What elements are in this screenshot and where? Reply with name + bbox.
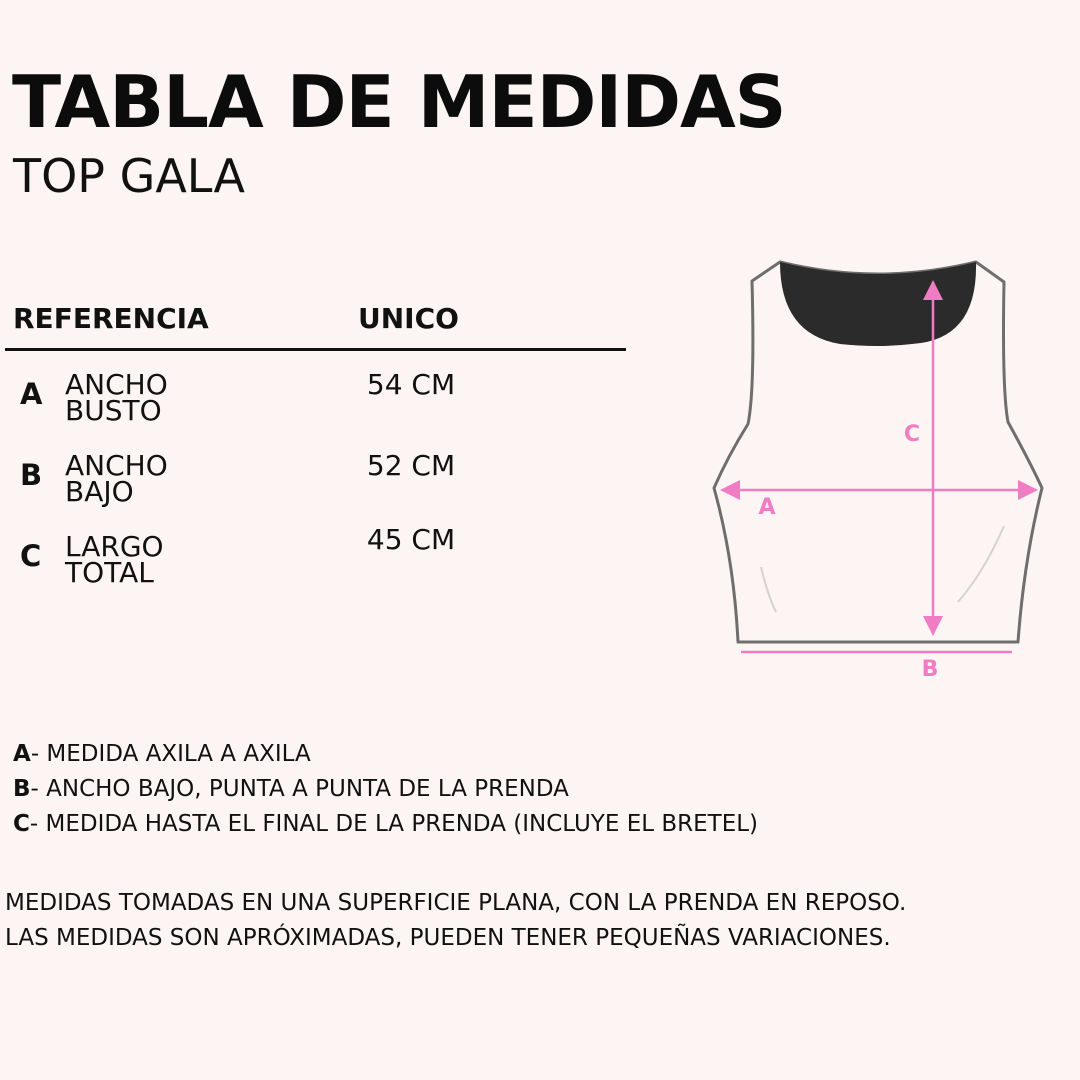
disclaimer-line: LAS MEDIDAS SON APRÓXIMADAS, PUEDEN TENER PEQUEÑAS VARIACIONES. <box>5 925 891 951</box>
product-name: TOP GALA <box>13 149 245 203</box>
disclaimer-line: MEDIDAS TOMADAS EN UNA SUPERFICIE PLANA, CON LA PRENDA EN REPOSO. <box>5 890 907 916</box>
note-letter: B <box>13 776 31 802</box>
note-text: - MEDIDA AXILA A AXILA <box>30 741 311 767</box>
page-title: TABLA DE MEDIDAS <box>12 60 786 144</box>
measure-label-c: C <box>903 422 921 447</box>
measure-label-a: A <box>758 495 776 520</box>
note-letter: A <box>13 741 31 767</box>
row-label: ANCHO BAJO <box>65 449 168 508</box>
table-header-divider <box>5 348 626 351</box>
row-label: ANCHO BUSTO <box>65 368 168 427</box>
column-header-unico: UNICO <box>358 302 459 335</box>
row-value: 52 CM <box>366 449 456 482</box>
note-c <box>13 809 758 839</box>
column-header-referencia: REFERENCIA <box>13 302 209 335</box>
note-text: - MEDIDA HASTA EL FINAL DE LA PRENDA (INCLUYE EL BRETEL) <box>29 811 759 837</box>
row-value: 54 CM <box>366 368 456 401</box>
note-text: - ANCHO BAJO, PUNTA A PUNTA DE LA PRENDA <box>30 776 569 802</box>
row-letter: C <box>20 539 42 573</box>
note-a <box>13 739 311 769</box>
garment-diagram <box>700 250 1060 690</box>
note-b <box>13 774 569 804</box>
row-letter: B <box>20 458 43 492</box>
note-letter: C <box>13 811 30 837</box>
row-label: LARGO TOTAL <box>65 530 164 589</box>
measure-label-b: B <box>921 657 939 682</box>
row-value: 45 CM <box>366 523 456 556</box>
row-letter: A <box>20 377 43 411</box>
